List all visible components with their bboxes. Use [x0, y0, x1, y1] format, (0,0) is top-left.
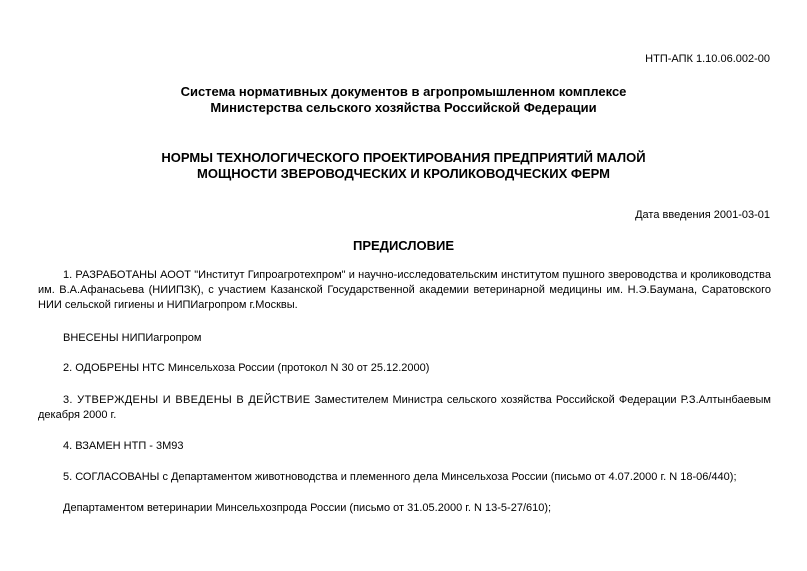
intro-date: Дата введения 2001-03-01	[635, 209, 770, 221]
enacted-prefix: 3. УТВЕРЖДЕНЫ И ВВЕДЕНЫ В ДЕЙСТВИЕ	[63, 394, 311, 406]
system-line-1: Система нормативных документов в агропромышленном комплексе	[180, 84, 627, 99]
paragraph-developed: 1. РАЗРАБОТАНЫ АООТ "Институт Гипроагротехпром" и научно-исследовательским институтом пушного звероводства и кролиководства им. В.А.Афанасьева (НИИПЗК), с участием Казанской Государственной академии ветеринарной медицины им. Н.Э.Баумана, Саратовского НИИ сельской гигиены и НИПИагропром г.Москвы.	[38, 269, 771, 311]
title-line-1: НОРМЫ ТЕХНОЛОГИЧЕСКОГО ПРОЕКТИРОВАНИЯ ПРЕДПРИЯТИЙ МАЛОЙ	[161, 150, 646, 165]
paragraph-introduced: ВНЕСЕНЫ НИПИагропром	[63, 332, 202, 344]
system-line-2: Министерства сельского хозяйства Российской Федерации	[210, 100, 597, 115]
document-title	[0, 150, 807, 182]
paragraph-agreed: 5. СОГЛАСОВАНЫ с Департаментом животноводства и племенного дела Минсельхоза России (письмо от 4.07.2000 г. N 18-06/440);	[63, 471, 737, 483]
title-line-2: МОЩНОСТИ ЗВЕРОВОДЧЕСКИХ И КРОЛИКОВОДЧЕСКИХ ФЕРМ	[197, 166, 610, 181]
paragraph-enacted	[38, 393, 771, 423]
paragraph-approved: 2. ОДОБРЕНЫ НТС Минсельхоза России (протокол N 30 от 25.12.2000)	[63, 362, 430, 374]
paragraph-vet-department: Департаментом ветеринарии Минсельхозпрода России (письмо от 31.05.2000 г. N 13-5-27/610);	[63, 502, 552, 514]
system-header	[0, 84, 807, 116]
document-code: НТП-АПК 1.10.06.002-00	[645, 53, 770, 65]
enacted-rest: Заместителем Министра сельского хозяйства Российской Федерации Р.З.Алтынбаевым декабря 2000 г.	[38, 394, 771, 421]
preface-heading: ПРЕДИСЛОВИЕ	[353, 238, 454, 253]
paragraph-replaces: 4. ВЗАМЕН НТП - 3М93	[63, 440, 184, 452]
